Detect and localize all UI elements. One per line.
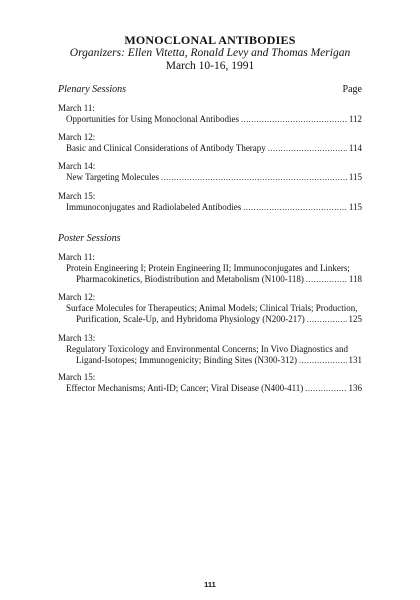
poster-entry <box>58 372 362 394</box>
session-line <box>58 263 362 274</box>
page-header <box>0 34 420 73</box>
poster-entry <box>58 252 362 285</box>
dot-leader <box>243 202 347 213</box>
session-date: March 15: <box>58 372 96 382</box>
session-title: Protein Engineering I; Protein Engineering II; Immunoconjugates and Linkers; <box>66 263 350 273</box>
dot-leader <box>307 314 347 325</box>
meeting-dates: March 10-16, 1991 <box>165 60 255 72</box>
session-date: March 13: <box>58 333 96 343</box>
dot-leader <box>305 383 346 394</box>
session-title: Basic and Clinical Considerations of Antibody Therapy <box>66 143 266 153</box>
session-title-continued: Ligand-Isotopes; Immunogenicity; Binding Sites (N300-312) <box>76 355 297 365</box>
session-title: Regulatory Toxicology and Environmental Concerns; In Vivo Diagnostics and <box>66 344 348 354</box>
session-line-continued <box>58 314 362 325</box>
session-page: 115 <box>348 172 362 182</box>
dot-leader <box>268 143 347 154</box>
session-date: March 12: <box>58 132 96 142</box>
session-title: Immunoconjugates and Radiolabeled Antibodies <box>66 202 242 212</box>
session-date: March 11: <box>58 103 95 113</box>
session-line <box>58 202 362 213</box>
poster-entry <box>58 333 362 366</box>
session-date: March 12: <box>58 292 96 302</box>
session-line <box>58 383 362 394</box>
poster-sessions-heading <box>58 233 362 245</box>
session-line <box>58 303 362 314</box>
session-title: Opportunities for Using Monoclonal Antibodies <box>66 114 239 124</box>
plenary-entry <box>58 191 362 213</box>
session-page: 112 <box>348 114 362 124</box>
session-date: March 15: <box>58 191 96 201</box>
session-page: 125 <box>348 314 362 324</box>
plenary-entry <box>58 161 362 183</box>
poster-sessions-label: Poster Sessions <box>58 233 121 244</box>
dot-leader <box>161 172 347 183</box>
plenary-entry <box>58 132 362 154</box>
organizers-line: Organizers: Ellen Vitetta, Ronald Levy and Thomas Merigan <box>69 47 351 59</box>
session-page: 118 <box>348 274 362 284</box>
page-number: 111 <box>204 580 216 589</box>
session-date: March 11: <box>58 252 95 262</box>
session-page: 136 <box>348 383 362 393</box>
session-line-continued <box>58 274 362 285</box>
session-page: 115 <box>348 202 362 212</box>
dot-leader <box>299 355 347 366</box>
poster-entry <box>58 292 362 325</box>
session-line <box>58 172 362 183</box>
dot-leader <box>306 274 347 285</box>
session-title-continued: Pharmacokinetics, Biodistribution and Metabolism (N100-118) <box>76 274 304 284</box>
session-page: 114 <box>348 143 362 153</box>
session-line-continued <box>58 355 362 366</box>
session-line <box>58 143 362 154</box>
session-title: Surface Molecules for Therapeutics; Animal Models; Clinical Trials; Production, <box>66 303 358 313</box>
session-title: New Targeting Molecules <box>66 172 160 182</box>
session-date: March 14: <box>58 161 96 171</box>
session-title: Effector Mechanisms; Anti-ID; Cancer; Viral Disease (N400-411) <box>66 383 304 393</box>
page-column-label: Page <box>342 84 362 95</box>
session-line <box>58 114 362 125</box>
session-line <box>58 344 362 355</box>
plenary-sessions-label: Plenary Sessions <box>58 84 127 95</box>
page-title: MONOCLONAL ANTIBODIES <box>124 33 296 47</box>
plenary-entry <box>58 103 362 125</box>
dot-leader <box>241 114 347 125</box>
session-page: 131 <box>348 355 362 365</box>
session-title-continued: Purification, Scale-Up, and Hybridoma Physiology (N200-217) <box>76 314 305 324</box>
plenary-sessions-heading <box>58 84 362 96</box>
